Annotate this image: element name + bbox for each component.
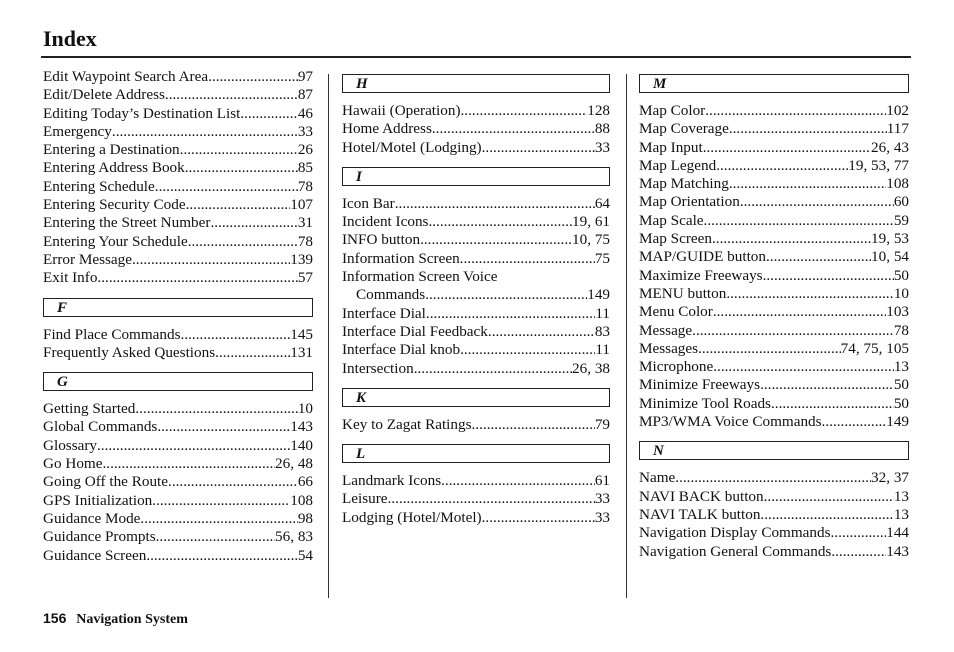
entry-term-continued: Commands: [356, 286, 426, 304]
index-entry: [342, 323, 610, 341]
entry-pages: 31: [297, 214, 313, 232]
dot-leader: [831, 524, 887, 542]
dot-leader: [135, 400, 297, 418]
entry-pages: 107: [290, 196, 313, 214]
dot-leader: [472, 416, 595, 434]
entry-term: Editing Today’s Destination List: [43, 104, 241, 122]
index-entry: [43, 437, 313, 455]
index-entry: [43, 492, 313, 510]
dot-leader: [760, 376, 894, 394]
dot-leader: [460, 250, 595, 268]
index-entry: [43, 233, 313, 251]
dot-leader: [482, 509, 595, 527]
entry-pages: 128: [587, 102, 610, 119]
entry-pages: 78: [297, 232, 313, 250]
index-entry: [43, 178, 313, 196]
dot-leader: [729, 120, 887, 138]
section-header-g: [43, 372, 313, 391]
entry-term: MAP/GUIDE button: [639, 248, 766, 266]
section-header-k: [342, 388, 610, 407]
entry-term: MENU button: [639, 284, 727, 302]
dot-leader: [692, 322, 894, 340]
dot-leader: [132, 251, 290, 269]
index-entry: [43, 105, 313, 123]
index-entry: [639, 376, 909, 394]
entry-pages: 61: [594, 472, 610, 490]
index-entry: [43, 326, 313, 344]
index-entry: [43, 68, 313, 86]
entry-pages: 54: [297, 546, 313, 564]
entry-pages: 87: [297, 86, 313, 104]
entry-term: Information Screen Voice: [342, 268, 498, 286]
index-entry: [342, 360, 610, 378]
entry-term: Map Orientation: [639, 193, 740, 211]
dot-leader: [140, 510, 297, 528]
entry-pages: 46: [297, 104, 313, 122]
index-entry: [639, 506, 909, 524]
title-rule: [41, 56, 911, 58]
dot-leader: [771, 395, 894, 413]
entry-term: Map Input: [639, 138, 703, 156]
entry-pages: 117: [886, 120, 909, 138]
entry-term: Map Coverage: [639, 120, 729, 138]
dot-leader: [426, 305, 595, 323]
entry-term: Map Scale: [639, 211, 704, 229]
index-entry: [342, 472, 610, 490]
index-entry: [342, 102, 610, 120]
index-entry: [639, 285, 909, 303]
dot-leader: [146, 547, 298, 565]
section-header-i: [342, 167, 610, 186]
column-divider-2: [626, 74, 627, 598]
dot-leader: [240, 105, 297, 123]
dot-leader: [716, 157, 848, 175]
dot-leader: [760, 506, 893, 524]
dot-leader: [428, 213, 572, 231]
entry-term: Map Color: [639, 102, 706, 119]
index-entry: [639, 248, 909, 266]
section-letter: M: [653, 76, 667, 92]
index-entry: [43, 510, 313, 528]
entry-pages: 149: [587, 286, 610, 304]
index-entry: [639, 303, 909, 321]
entry-pages: 32, 37: [871, 469, 909, 487]
entry-term: Leisure: [342, 490, 388, 508]
index-entry: [43, 141, 313, 159]
entry-term: GPS Initialization: [43, 491, 153, 509]
dot-leader: [168, 473, 298, 491]
entry-pages: 26, 43: [871, 138, 909, 156]
entry-term: Interface Dial Feedback: [342, 322, 488, 340]
entry-pages: 56, 83: [275, 528, 313, 546]
index-entry: [43, 251, 313, 269]
entry-term: Intersection: [342, 359, 414, 377]
entry-pages: 10, 75: [572, 231, 610, 249]
entry-pages: 50: [893, 266, 909, 284]
entry-pages: 140: [290, 436, 313, 454]
entry-term: Messages: [639, 339, 699, 357]
entry-pages: 98: [297, 509, 313, 527]
entry-pages: 26, 38: [572, 359, 610, 377]
entry-pages: 13: [893, 487, 909, 505]
dot-leader: [420, 231, 572, 249]
entry-pages: 78: [297, 177, 313, 195]
entry-term: Frequently Asked Questions: [43, 343, 216, 361]
index-entry: [639, 524, 909, 542]
entry-pages: 57: [297, 269, 313, 287]
entry-term: Incident Icons: [342, 213, 429, 231]
entry-term: Hotel/Motel (Lodging): [342, 138, 482, 156]
index-entry: [43, 400, 313, 418]
entry-term: Menu Color: [639, 303, 713, 321]
entry-pages: 19, 53: [871, 230, 909, 248]
index-entry: [639, 157, 909, 175]
entry-pages: 60: [893, 193, 909, 211]
dot-leader: [704, 212, 894, 230]
entry-pages: 19, 61: [572, 213, 610, 231]
entry-term: Information Screen: [342, 249, 460, 267]
dot-leader: [831, 543, 886, 561]
index-entry: [342, 305, 610, 323]
index-entry: [639, 469, 909, 487]
entry-term: Interface Dial: [342, 304, 426, 322]
entry-term: Edit/Delete Address: [43, 86, 165, 104]
dot-leader: [156, 528, 275, 546]
index-entry: [43, 528, 313, 546]
dot-leader: [112, 123, 298, 141]
dot-leader: [414, 360, 572, 378]
dot-leader: [461, 102, 588, 120]
entry-term: NAVI TALK button: [639, 505, 761, 523]
index-entry: [342, 120, 610, 138]
dot-leader: [740, 193, 894, 211]
entry-term: Entering a Destination: [43, 141, 180, 159]
index-entry: [342, 341, 610, 359]
index-entry: [43, 196, 313, 214]
entry-term: Map Legend: [639, 156, 717, 174]
entry-term: Entering Your Schedule: [43, 232, 188, 250]
entry-term: Map Matching: [639, 175, 729, 193]
entry-term: Message: [639, 321, 693, 339]
entry-term: Entering Address Book: [43, 159, 185, 177]
column-divider-1: [328, 74, 329, 598]
dot-leader: [215, 344, 290, 362]
dot-leader: [441, 472, 595, 490]
section-header-n: [639, 441, 909, 460]
index-column-3: [639, 68, 909, 561]
index-entry: [43, 418, 313, 436]
index-entry: [342, 268, 610, 305]
dot-leader: [185, 159, 298, 177]
entry-pages: 131: [290, 343, 313, 361]
dot-leader: [432, 120, 595, 138]
page-footer: [43, 610, 188, 628]
dot-leader: [698, 340, 841, 358]
index-entry: [639, 267, 909, 285]
dot-leader: [181, 326, 291, 344]
index-entry: [342, 416, 610, 434]
index-entry: [639, 358, 909, 376]
entry-term: Guidance Mode: [43, 509, 141, 527]
page-number: 156: [43, 610, 67, 626]
entry-term: Emergency: [43, 122, 112, 140]
entry-pages: 83: [594, 322, 610, 340]
index-entry: [342, 509, 610, 527]
dot-leader: [186, 196, 291, 214]
entry-term: Home Address: [342, 120, 432, 138]
section-letter: F: [57, 299, 68, 316]
index-entry: [43, 269, 313, 287]
entry-pages: 10: [297, 400, 313, 418]
section-header-h: [342, 74, 610, 93]
dot-leader: [208, 68, 298, 86]
entry-term: Interface Dial knob: [342, 341, 461, 359]
dot-leader: [388, 490, 595, 508]
dot-leader: [482, 139, 595, 157]
index-entry: [342, 213, 610, 231]
dot-leader: [210, 214, 297, 232]
entry-term: MP3/WMA Voice Commands: [639, 413, 822, 431]
index-entry: [639, 322, 909, 340]
entry-pages: 50: [893, 376, 909, 394]
entry-pages: 78: [893, 321, 909, 339]
entry-pages: 66: [297, 473, 313, 491]
entry-pages: 11: [595, 304, 610, 322]
section-letter: H: [356, 76, 368, 92]
section-letter: G: [57, 374, 68, 391]
page-title: Index: [43, 26, 97, 51]
index-entry: [342, 195, 610, 213]
dot-leader: [488, 323, 595, 341]
dot-leader: [165, 86, 298, 104]
index-entry: [639, 175, 909, 193]
entry-term: Map Screen: [639, 230, 712, 248]
entry-pages: 10: [893, 284, 909, 302]
dot-leader: [764, 488, 894, 506]
entry-term: Entering the Street Number: [43, 214, 211, 232]
entry-term: Global Commands: [43, 418, 158, 436]
entry-pages: 64: [594, 194, 610, 212]
index-entry: [43, 86, 313, 104]
entry-pages: 88: [594, 120, 610, 138]
dot-leader: [157, 418, 290, 436]
index-entry: [639, 120, 909, 138]
entry-term: Icon Bar: [342, 194, 395, 212]
section-letter: I: [356, 168, 362, 185]
section-header-l: [342, 444, 610, 463]
entry-pages: 13: [893, 358, 909, 376]
entry-term: NAVI BACK button: [639, 487, 764, 505]
dot-leader: [703, 139, 871, 157]
entry-pages: 75: [594, 249, 610, 267]
book-title: Navigation System: [76, 612, 188, 627]
entry-pages: 103: [886, 303, 909, 321]
section-letter: K: [356, 389, 367, 406]
entry-term: Minimize Tool Roads: [639, 394, 771, 412]
section-header-f: [43, 298, 313, 317]
entry-term: Entering Security Code: [43, 196, 186, 214]
entry-pages: 33: [594, 490, 610, 508]
dot-leader: [395, 195, 595, 213]
entry-term: Entering Schedule: [43, 177, 155, 195]
entry-term: Lodging (Hotel/Motel): [342, 508, 482, 526]
entry-pages: 19, 53, 77: [848, 156, 909, 174]
index-entry: [639, 102, 909, 120]
index-column-1: [43, 68, 313, 565]
entry-pages: 97: [297, 68, 313, 85]
dot-leader: [97, 269, 297, 287]
entry-pages: 102: [886, 102, 909, 119]
dot-leader: [766, 248, 871, 266]
index-entry: [43, 344, 313, 362]
entry-pages: 149: [886, 413, 909, 431]
entry-pages: 59: [893, 211, 909, 229]
entry-pages: 79: [594, 415, 610, 433]
dot-leader: [180, 141, 298, 159]
dot-leader: [713, 303, 886, 321]
dot-leader: [188, 233, 298, 251]
dot-leader: [729, 175, 886, 193]
index-column-2: [342, 68, 610, 527]
index-entry: [639, 413, 909, 431]
entry-pages: 85: [297, 159, 313, 177]
entry-term: Minimize Freeways: [639, 376, 761, 394]
dot-leader: [460, 341, 595, 359]
index-entry: [639, 395, 909, 413]
entry-term: Navigation Display Commands: [639, 524, 831, 542]
dot-leader: [763, 267, 894, 285]
dot-leader: [822, 413, 887, 431]
entry-term: Landmark Icons: [342, 472, 442, 490]
entry-pages: 143: [290, 418, 313, 436]
entry-term: Guidance Screen: [43, 546, 147, 564]
index-entry: [639, 543, 909, 561]
index-entry: [639, 230, 909, 248]
entry-term: Getting Started: [43, 400, 136, 418]
dot-leader: [705, 102, 886, 120]
entry-pages: 33: [297, 122, 313, 140]
dot-leader: [726, 285, 893, 303]
entry-term: Navigation General Commands: [639, 542, 832, 560]
index-entry: [43, 547, 313, 565]
dot-leader: [713, 358, 894, 376]
index-entry: [639, 340, 909, 358]
entry-pages: 33: [594, 138, 610, 156]
index-entry: [342, 250, 610, 268]
entry-pages: 10, 54: [871, 248, 909, 266]
entry-term: INFO button: [342, 231, 421, 249]
entry-term: Find Place Commands: [43, 325, 181, 343]
entry-term: Hawaii (Operation): [342, 102, 461, 119]
section-letter: N: [653, 443, 664, 460]
index-entry: [43, 123, 313, 141]
entry-pages: 11: [595, 341, 610, 359]
index-entry: [43, 473, 313, 491]
section-letter: L: [356, 446, 366, 463]
entry-pages: 33: [594, 508, 610, 526]
entry-term: Glossary: [43, 436, 97, 454]
index-entry: [342, 490, 610, 508]
entry-pages: 26: [297, 141, 313, 159]
index-entry: [639, 212, 909, 230]
entry-pages: 108: [886, 175, 909, 193]
dot-leader: [712, 230, 871, 248]
entry-term: Maximize Freeways: [639, 266, 763, 284]
index-entry: [43, 214, 313, 232]
entry-pages: 26, 48: [275, 455, 313, 473]
dot-leader: [425, 286, 587, 304]
dot-leader: [155, 178, 298, 196]
entry-pages: 74, 75, 105: [840, 339, 909, 357]
dot-leader: [97, 437, 290, 455]
entry-term: Microphone: [639, 358, 714, 376]
index-entry: [43, 159, 313, 177]
dot-leader: [152, 492, 290, 510]
index-entry: [639, 488, 909, 506]
dot-leader: [675, 469, 871, 487]
entry-pages: 13: [893, 505, 909, 523]
entry-pages: 145: [290, 325, 313, 343]
index-entry: [43, 455, 313, 473]
entry-pages: 144: [886, 524, 909, 542]
index-entry: [342, 139, 610, 157]
dot-leader: [102, 455, 275, 473]
entry-term: Exit Info: [43, 269, 98, 287]
entry-pages: 108: [290, 491, 313, 509]
entry-term: Edit Waypoint Search Area: [43, 68, 209, 85]
entry-term: Error Message: [43, 250, 132, 268]
entry-pages: 143: [886, 542, 909, 560]
entry-term: Name: [639, 469, 676, 487]
entry-term: Going Off the Route: [43, 473, 169, 491]
index-entry: [639, 193, 909, 211]
entry-term: Go Home: [43, 455, 103, 473]
entry-term: Key to Zagat Ratings: [342, 415, 472, 433]
entry-pages: 50: [893, 394, 909, 412]
index-entry: [342, 231, 610, 249]
entry-pages: 139: [290, 250, 313, 268]
index-entry: [639, 139, 909, 157]
section-header-m: [639, 74, 909, 93]
entry-term: Guidance Prompts: [43, 528, 156, 546]
